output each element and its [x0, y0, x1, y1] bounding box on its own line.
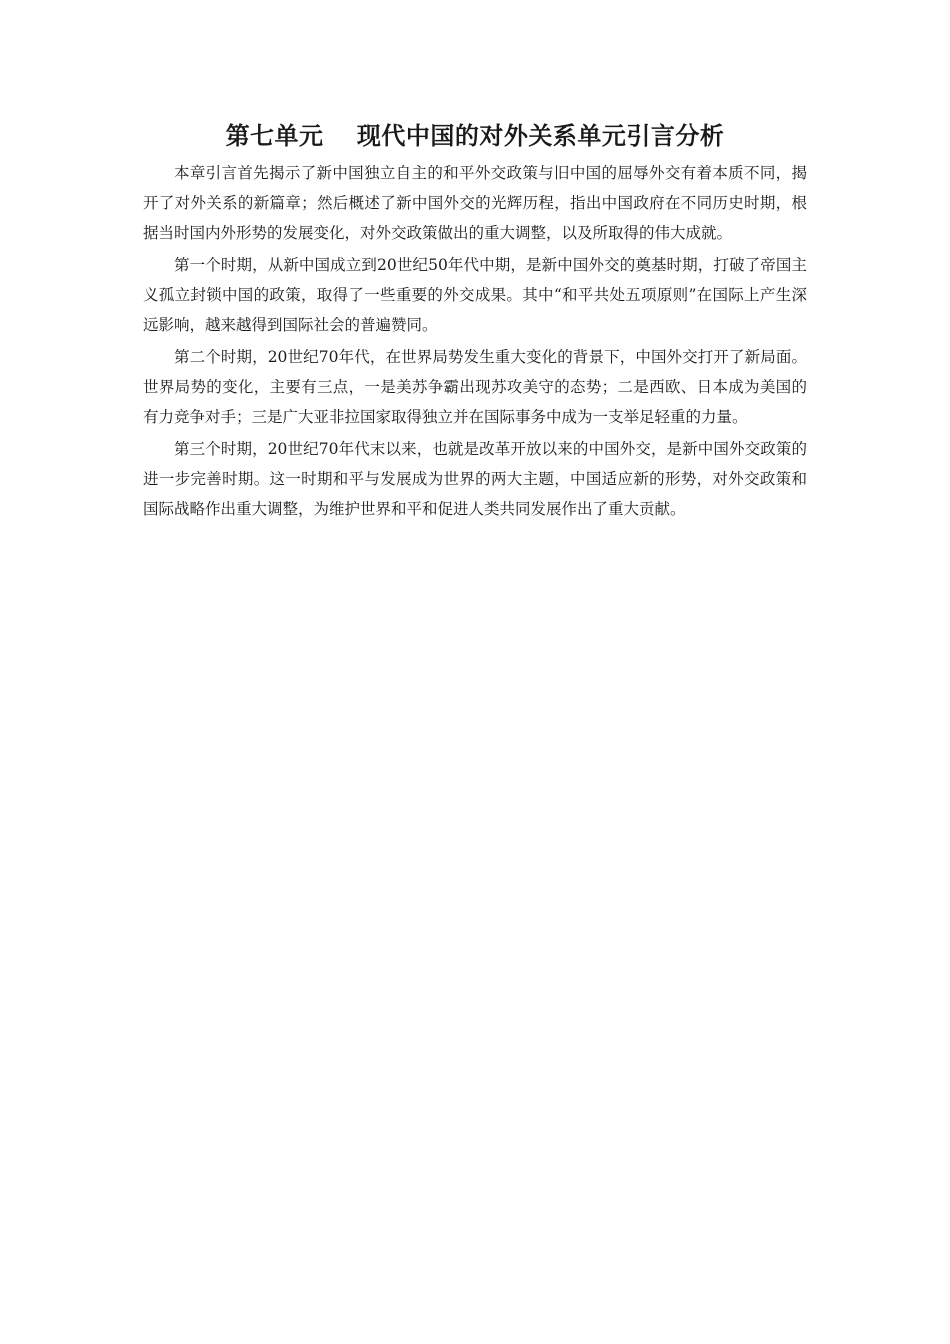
document-body [143, 158, 807, 526]
paragraph-period-one: 第一个时期，从新中国成立到20世纪50年代中期，是新中国外交的奠基时期，打破了帝国主义孤立封锁中国的政策，取得了一些重要的外交成果。其中“和平共处五项原则”在国际上产生深远影响，越来越得到国际社会的普遍赞同。 [143, 256, 807, 334]
paragraph-intro: 本章引言首先揭示了新中国独立自主的和平外交政策与旧中国的屈辱外交有着本质不同，揭开了对外关系的新篇章；然后概述了新中国外交的光辉历程，指出中国政府在不同历史时期，根据当时国内外形势的发展变化，对外交政策做出的重大调整，以及所取得的伟大成就。 [143, 164, 807, 242]
paragraph-period-two: 第二个时期，20世纪70年代，在世界局势发生重大变化的背景下，中国外交打开了新局面。世界局势的变化，主要有三点，一是美苏争霸出现苏攻美守的态势；二是西欧、日本成为美国的有力竞争对手；三是广大亚非拉国家取得独立并在国际事务中成为一支举足轻重的力量。 [143, 348, 807, 426]
paragraph-period-three: 第三个时期，20世纪70年代末以来，也就是改革开放以来的中国外交，是新中国外交政策的进一步完善时期。这一时期和平与发展成为世界的两大主题，中国适应新的形势，对外交政策和国际战略作出重大调整，为维护世界和平和促进人类共同发展作出了重大贡献。 [143, 440, 807, 518]
document-title: 第七单元 现代中国的对外关系单元引言分析 [225, 122, 725, 150]
